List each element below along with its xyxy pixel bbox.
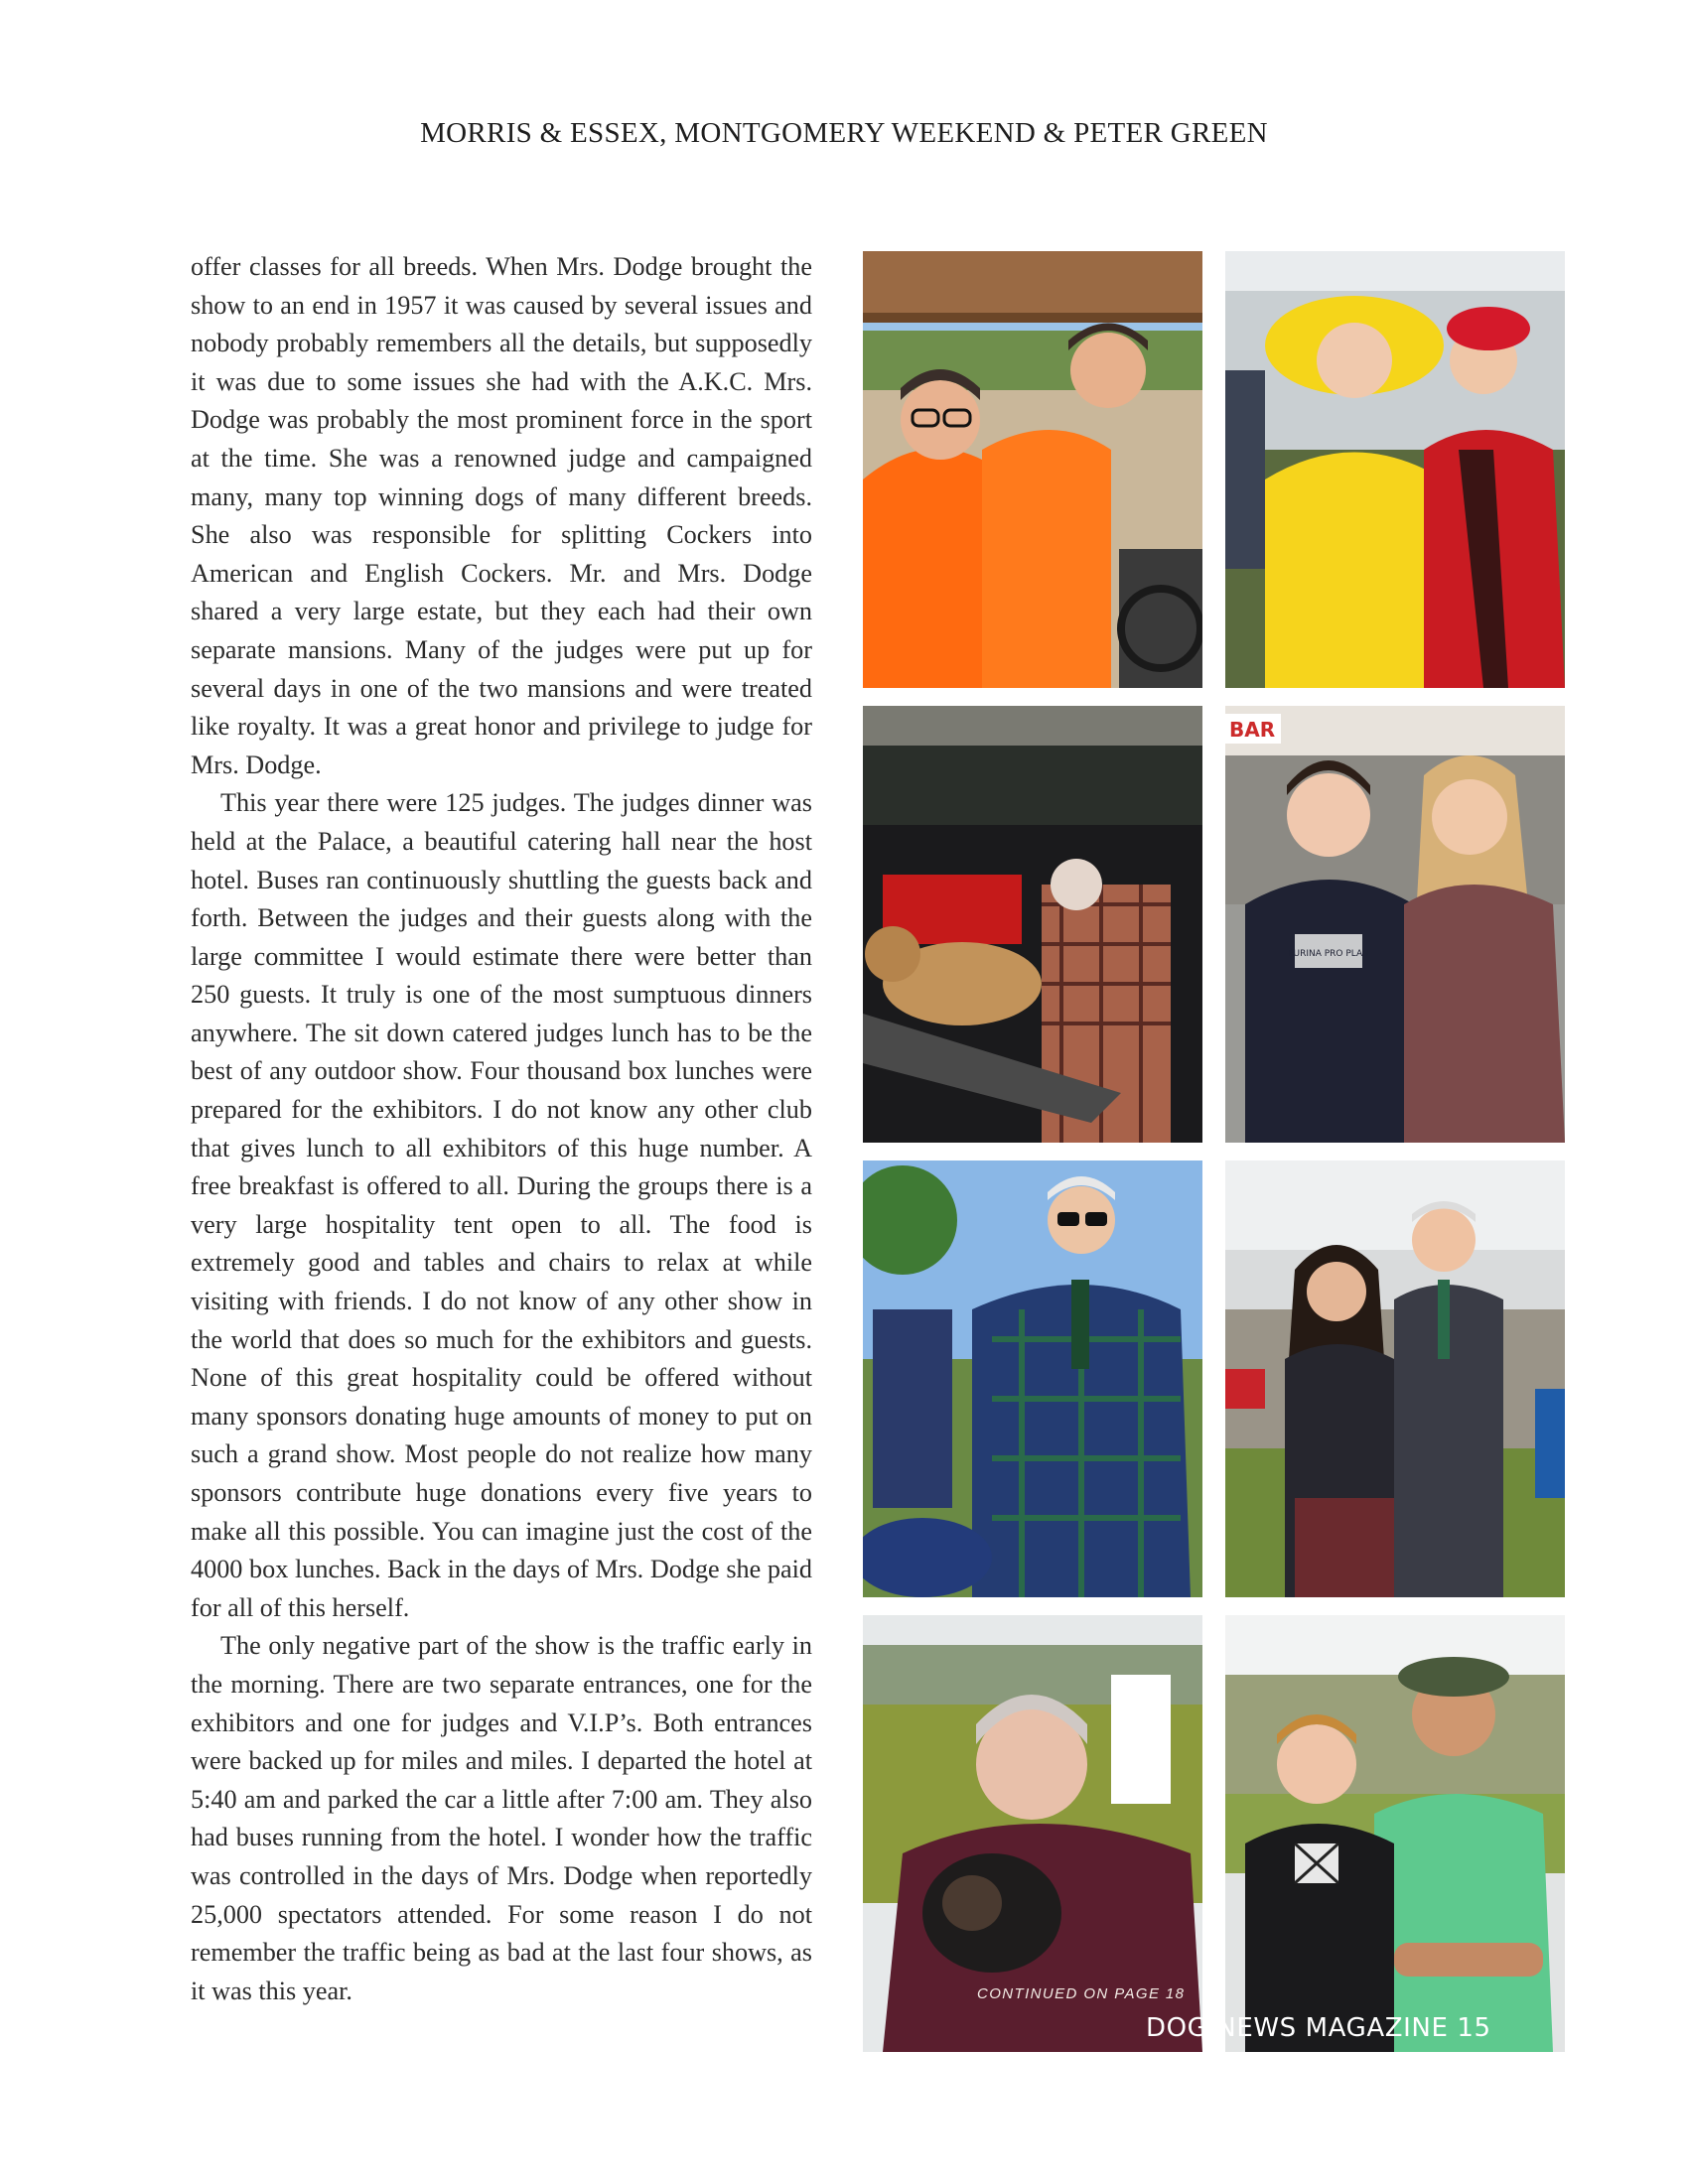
- photo-man-woman-green-shirt: [1225, 1615, 1565, 2052]
- photo-two-women-proplan: [1225, 706, 1565, 1143]
- photo-two-men-orange-shirts: [863, 251, 1202, 688]
- page-footer: DOG NEWS MAGAZINE 15: [1146, 2013, 1491, 2043]
- article-body: [191, 248, 812, 2010]
- article-paragraph: offer classes for all breeds. When Mrs. Dodge brought the show to an end in 1957 it was caused by several issues and nobody probably remembers all the details, but supposedly it was due to some issues she had with the A.K.C. Mrs. Dodge was probably the most prominent force in the sport at the time. She was a renowned judge and campaigned many, many top winning dogs of many different breeds. She also was responsible for splitting Cockers into American and English Cockers. Mr. and Mrs. Dodge shared a very large estate, but they each had their own separate mansions. Many of the judges were put up for several days in one of the two mansions and were treated like royalty. It was a great honor and privilege to judge for Mrs. Dodge.: [191, 252, 812, 779]
- photo-couple-tent: [1225, 1160, 1565, 1597]
- continued-note: CONTINUED ON PAGE 18: [977, 1985, 1186, 2002]
- photo-women-yellow-hat: [1225, 251, 1565, 688]
- article-paragraph: This year there were 125 judges. The judges dinner was held at the Palace, a beautiful catering hall near the host hotel. Buses ran continuously shuttling the guests back and forth. Between the judges and their guests along with the large committee I would estimate there were better than 250 guests. It truly is one of the most sumptuous dinners anywhere. The sit down catered judges lunch has to be the best of any outdoor show. Four thousand box lunches were prepared for the exhibitors. I do not know any other club that gives lunch to all exhibitors of this huge number. A free breakfast is offered to all. During the groups there is a very large hospitality tent open to all. The food is extremely good and tables and chairs to relax at while visiting with friends. I do not know of any other show in the world that does so much for the exhibitors and guests. None of this great hospitality could be offered without many sponsors donating huge amounts of money to put on such a grand show. Most people do not realize how many sponsors contribute huge donations every five years to make all this possible. You can imagine just the cost of the 4000 box lunches. Back in the days of Mrs. Dodge she paid for all of this herself.: [191, 788, 812, 1622]
- apron-logo: PURINA PRO PLAN: [1288, 949, 1369, 959]
- photo-grooming-terrier: [863, 706, 1202, 1143]
- article-paragraph: The only negative part of the show is the traffic early in the morning. There are two separate entrances, one for the exhibitors and one for judges and V.I.P’s. Both entrances were backed up for miles and miles. I departed the hotel at 5:40 am and parked the car a little after 7:00 am. They also had buses running from the hotel. I wonder how the traffic was controlled in the days of Mrs. Dodge when reportedly 25,000 spectators attended. For some reason I do not remember the traffic being as bad at the last four shows, as it was this year.: [191, 1631, 812, 2005]
- booth-sign: BAR: [1229, 718, 1276, 742]
- photo-man-tartan-suit: [863, 1160, 1202, 1597]
- page-header: MORRIS & ESSEX, MONTGOMERY WEEKEND & PETER GREEN: [420, 117, 1268, 149]
